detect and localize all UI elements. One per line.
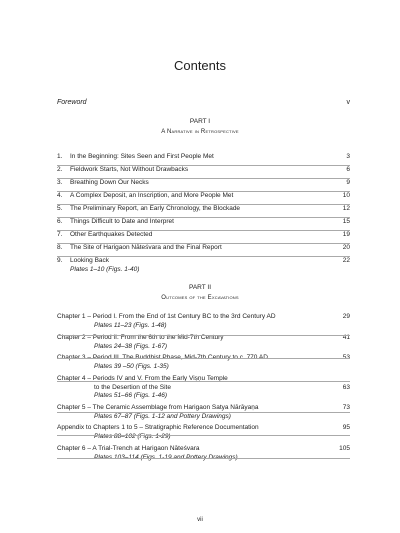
divider bbox=[57, 178, 350, 179]
divider bbox=[57, 217, 350, 218]
divider bbox=[57, 165, 350, 166]
divider bbox=[57, 358, 350, 359]
divider bbox=[57, 435, 350, 436]
chapter-entry[interactable]: Chapter 5 – The Ceramic Assemblage from Harigaon Satya Nārāyaṇa 73 Plates 67–87 (Figs. 1-12 and Pottery Drawings) bbox=[57, 403, 350, 420]
chapter-entry[interactable]: Chapter 2 – Period II. From the 6th to the Mid-7th Century 41 Plates 24–38 (Figs. 1-67) bbox=[57, 333, 350, 350]
part1-subtitle: A Narrative in Retrospective bbox=[161, 129, 239, 135]
chapter-entry[interactable]: Appendix to Chapters 1 to 5 – Stratigraphic Reference Documentation 95 Plates 88–102 (Figs. 1-29) bbox=[57, 424, 350, 440]
chapter-entry[interactable]: Chapter 4 – Periods IV and V. From the Early Viṣṇu Temple to the Desertion of the Site 63 Plates 51–66 (Figs. 1-46) bbox=[57, 374, 350, 399]
chapter-entry[interactable]: Chapter 3 – Period III. The Buddhist Phase, Mid-7th Century to c. 770 AD 53 Plates 39 –50 (Figs. 1-35) bbox=[57, 354, 350, 370]
list-item[interactable]: 6. Things Difficult to Date and Interpret 15 bbox=[57, 218, 350, 225]
divider bbox=[57, 204, 350, 205]
part1-heading: PART I bbox=[189, 118, 211, 125]
divider bbox=[57, 243, 350, 244]
list-item[interactable]: 4. A Complex Deposit, an Inscription, and More People Met 10 bbox=[57, 192, 350, 199]
list-item[interactable]: 7. Other Earthquakes Detected 19 bbox=[57, 231, 350, 238]
page-number: vii bbox=[197, 517, 203, 523]
divider bbox=[57, 256, 350, 257]
page-title: Contents bbox=[173, 58, 227, 73]
divider bbox=[57, 230, 350, 231]
divider bbox=[57, 381, 350, 382]
list-item[interactable]: 5. The Preliminary Report, an Early Chronology, the Blockade 12 bbox=[57, 205, 350, 212]
list-item[interactable]: 2. Fieldwork Starts, Not Without Drawbacks 6 bbox=[57, 166, 350, 173]
divider bbox=[57, 335, 350, 336]
chapter-entry[interactable]: Chapter 1 – Period I. From the End of 1st Century BC to the 3rd Century AD 29 Plates 11–23 (Figs. 1-48) bbox=[57, 313, 350, 329]
part1-plates: Plates 1–10 (Figs. 1-40) bbox=[70, 266, 140, 273]
foreword-page: v bbox=[346, 99, 350, 106]
divider bbox=[57, 191, 350, 192]
list-item[interactable]: 1. In the Beginning: Sites Seen and First People Met 3 bbox=[57, 153, 350, 160]
part2-subtitle: Outcomes of the Excavations bbox=[161, 295, 239, 301]
chapter-entry[interactable]: Chapter 6 – A Trial-Trench at Harigaon Nāteśvara 105 Plates 103–114 (Figs. 1-19 and Pottery Drawings) bbox=[57, 444, 350, 461]
divider bbox=[57, 458, 350, 459]
foreword-label: Foreword bbox=[57, 99, 87, 106]
divider bbox=[57, 412, 350, 413]
list-item[interactable]: 8. The Site of Harigaon Nāteśvara and the Final Report 20 bbox=[57, 244, 350, 251]
part2-heading: PART II bbox=[188, 284, 212, 291]
list-item[interactable]: 9. Looking Back 22 bbox=[57, 257, 350, 264]
foreword-entry[interactable] bbox=[57, 99, 350, 106]
list-item[interactable]: 3. Breathing Down Our Necks 9 bbox=[57, 179, 350, 186]
